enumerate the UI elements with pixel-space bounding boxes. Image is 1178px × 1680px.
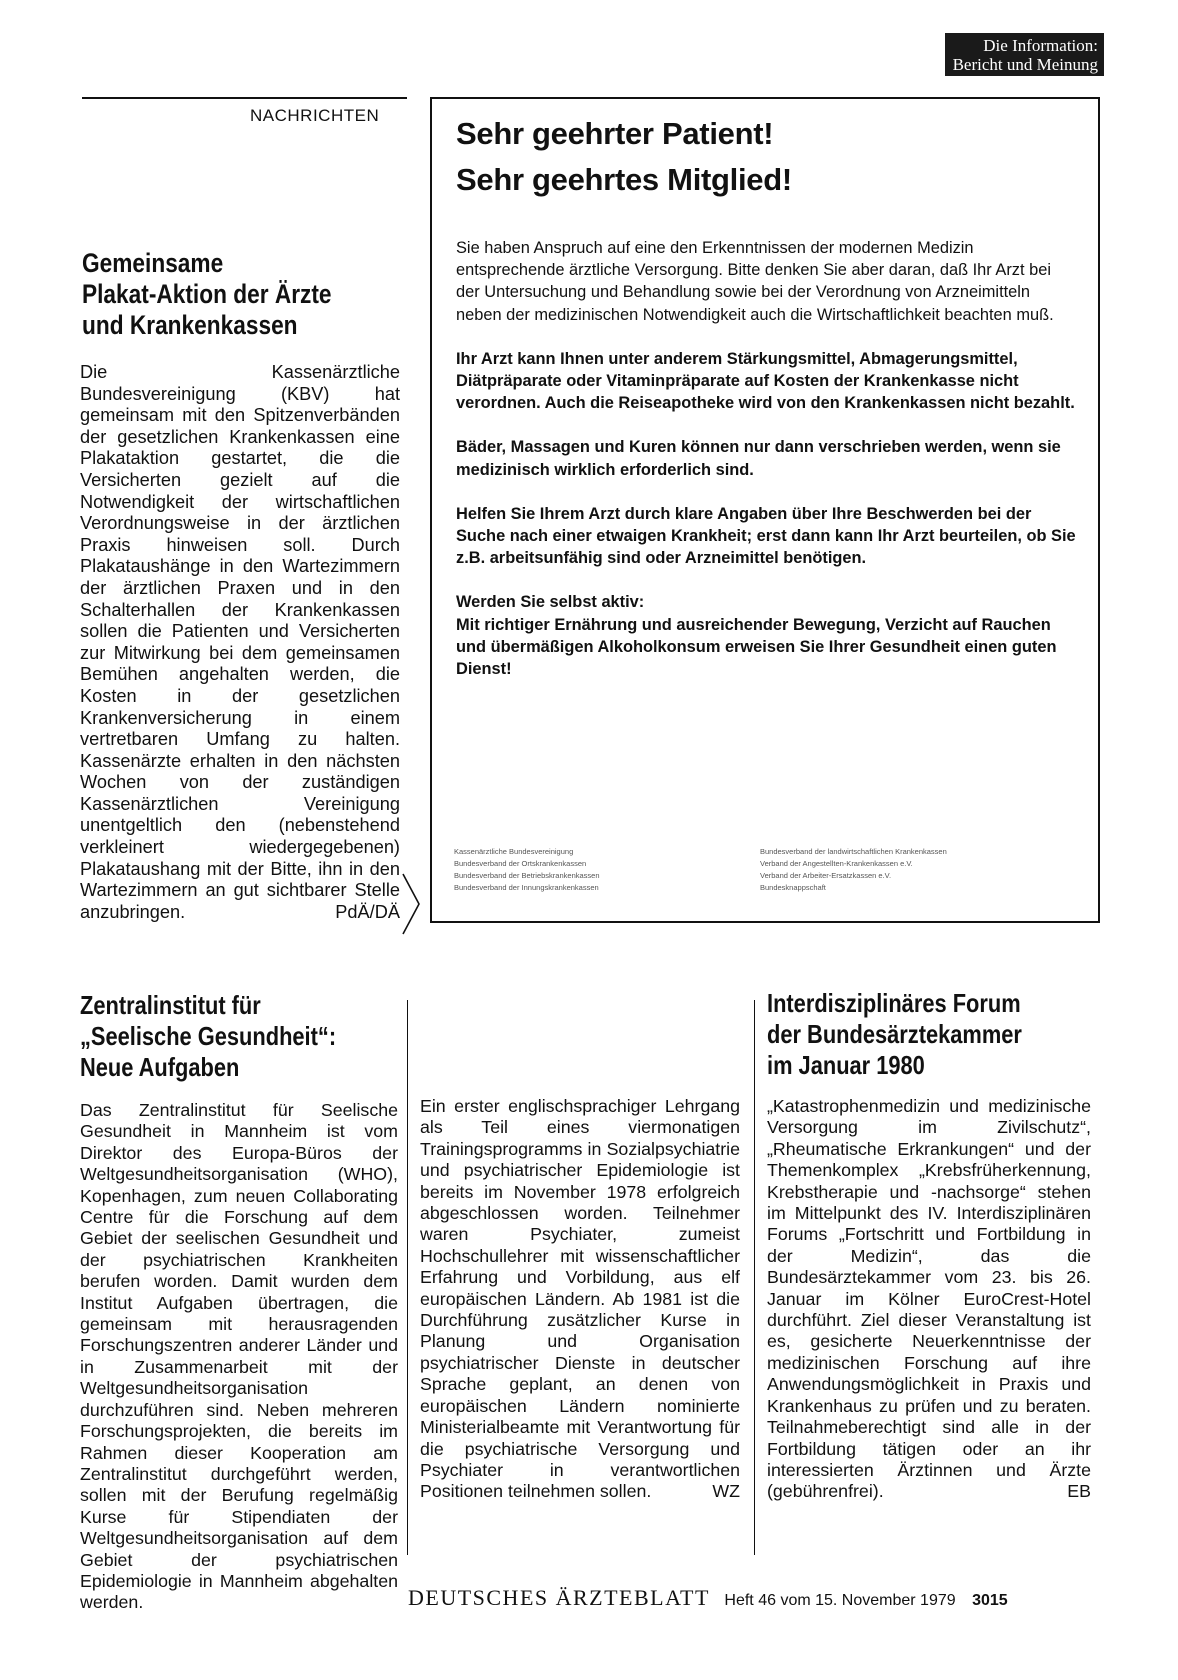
article1-title — [82, 248, 411, 341]
article2-body-part2: Ein erster englischsprachiger Lehrgang als Teil eines viermonatigen Trainingsprogramms in Sozialpsychiatrie und psychiatrischer Epidemiologie ist bereits im November 1978 erfolgreich abgeschlossen worden. Teilnehmer waren Psychiater, zumeist Hochschullehrer mit wissenschaftlicher Erfahrung und Vorbildung, aus elf europäischen Ländern. Ab 1981 ist die Durchführung zusätzlicher Kurse in Planung und Organisation psychiatrischer Dienste in deutscher Sprache geplant, an denen von europäischen Ländern nominierte Ministerialbeamte mit Verantwortung für die psychiatrische Versorgung und Psychiater in verantwortlichen Positionen teilnehmen sollen. WZ — [420, 1096, 740, 1502]
poster-paragraph-2: Ihr Arzt kann Ihnen unter anderem Stärkungsmittel, Abmagerungsmittel, Diätpräparate oder Vitaminpräparate auf Kosten der Krankenkasse nicht verordnen. Auch die Reiseapotheke wird von den Krankenkassen nicht bezahlt. — [456, 349, 1075, 413]
article3-signature: EB — [1067, 1481, 1091, 1502]
poster-sponsors-right — [760, 846, 947, 894]
article2-column-2 — [420, 988, 740, 1503]
sponsor-right-4: Bundesknappschaft — [760, 883, 826, 892]
poster-paragraph-5-lead: Werden Sie selbst aktiv: — [456, 593, 645, 612]
magazine-name: DEUTSCHES ÄRZTEBLATT — [408, 1585, 710, 1610]
sponsor-left-1: Kassenärztliche Bundesvereinigung — [454, 847, 574, 856]
poster-headline-1: Sehr geehrter Patient! — [456, 116, 774, 151]
article1-title-line1: Gemeinsame — [82, 248, 224, 278]
article3-title-line1: Interdisziplinäres Forum — [767, 988, 1021, 1018]
sponsor-right-1: Bundesverband der landwirtschaftlichen Krankenkassen — [760, 847, 947, 856]
article1-body: Die Kassenärztliche Bundesvereinigung (KBV) hat gemeinsam mit den Spitzenverbänden der gesetzlichen Krankenkassen eine Plakataktion gestartet, die die Versicherten gezielt auf die Notwendigkeit der wirtschaftlichen Verordnungsweise in der ärztlichen Praxis hinweisen soll. Durch Plakataushänge in den Wartezimmern der ärztlichen Praxen und in den Schalterhallen der Krankenkassen sollen die Patienten und Versicherten zur Mitwirkung bei dem gemeinsamen Bemühen angehalten werden, die Kosten in der gesetzlichen Krankenversicherung in einem vertretbaren Umfang zu halten. Kassenärzte erhalten in den nächsten Wochen von der zuständigen Kassenärztlichen Vereinigung unentgeltlich den (nebenstehend verkleinert wiedergegebenen) Plakataushang mit der Bitte, ihn in den Wartezimmern an gut sichtbarer Stelle anzubringen. PdÄ/DÄ — [80, 362, 400, 922]
poster-headline-2: Sehr geehrtes Mitglied! — [456, 162, 792, 197]
column-divider-2 — [754, 1000, 755, 1555]
article2-signature: WZ — [712, 1481, 740, 1502]
article2-title-line1: Zentralinstitut für — [80, 990, 261, 1020]
poster-paragraph-5 — [456, 591, 1076, 680]
sponsor-right-2: Verband der Angestellten-Krankenkassen e.V. — [760, 859, 913, 868]
pointer-arrow-icon — [401, 872, 423, 936]
poster-paragraph-5-text: Mit richtiger Ernährung und ausreichender Bewegung, Verzicht auf Rauchen und übermäßigen Alkoholkonsum erweisen Sie Ihrer Gesundheit einen guten Dienst! — [456, 615, 1057, 679]
poster-body — [456, 237, 1076, 702]
article1-title-line3: und Krankenkassen — [82, 310, 298, 340]
rubric-line-2: Bericht und Meinung — [952, 55, 1098, 74]
top-rule — [82, 97, 407, 99]
page-footer — [408, 1585, 1008, 1611]
article2-column-1 — [80, 1100, 398, 1613]
poster-paragraph-4: Helfen Sie Ihrem Arzt durch klare Angaben über Ihre Beschwerden bei der Suche nach einer etwaigen Krankheit; erst dann kann Ihr Arzt beurteilen, ob Sie z.B. arbeitsunfähig sind oder Arzneimittel benötigen. — [456, 504, 1076, 568]
sponsor-left-3: Bundesverband der Betriebskrankenkassen — [454, 871, 600, 880]
article3-title-line2: der Bundesärztekammer — [767, 1019, 1022, 1049]
article1-column — [80, 362, 400, 923]
sponsor-left-2: Bundesverband der Ortskrankenkassen — [454, 859, 587, 868]
article1-title-line2: Plakat-Aktion der Ärzte — [82, 279, 332, 309]
sponsor-right-3: Verband der Arbeiter-Ersatzkassen e.V. — [760, 871, 892, 880]
article2-title-line3: Neue Aufgaben — [80, 1052, 240, 1082]
column-divider-1 — [407, 1000, 408, 1555]
poster-paragraph-1: Sie haben Anspruch auf eine den Erkenntnissen der modernen Medizin entsprechende ärztliche Versorgung. Bitte denken Sie aber daran, daß Ihr Arzt bei der Untersuchung und Behandlung sowie bei der Verordnung von Arzneimitteln neben der medizinischen Notwendigkeit auch die Wirtschaftlichkeit beachten muß. — [456, 239, 1054, 324]
poster — [430, 97, 1100, 923]
section-label: NACHRICHTEN — [250, 106, 380, 125]
poster-sponsors-left — [454, 846, 600, 894]
issue-info: Heft 46 vom 15. November 1979 — [724, 1592, 956, 1609]
article3-title-line3: im Januar 1980 — [767, 1050, 925, 1080]
sponsor-left-4: Bundesverband der Innungskrankenkassen — [454, 883, 599, 892]
article3-column — [767, 1096, 1091, 1503]
poster-paragraph-3: Bäder, Massagen und Kuren können nur dann verschrieben werden, wenn sie medizinisch wirklich erforderlich sind. — [456, 438, 1061, 479]
article2-body-part1: Das Zentralinstitut für Seelische Gesundheit in Mannheim ist vom Direktor des Europa-Büros der Weltgesundheitsorganisation (WHO), Kopenhagen, zum neuen Collaborating Centre für die Forschung auf dem Gebiet der seelischen Gesundheit und der psychiatrischen Krankheiten berufen worden. Damit wurden dem Institut Aufgaben übertragen, die gemeinsam mit herausragenden Forschungszentren anderer Länder und in Zusammenarbeit mit der Weltgesundheitsorganisation durchzuführen sind. Neben mehreren Forschungsprojekten, die bereits im Rahmen dieser Kooperation am Zentralinstitut durchgeführt werden, sollen mit der Berufung regelmäßig Kurse für Stipendiaten der Weltgesundheitsorganisation auf dem Gebiet der psychiatrischen Epidemiologie in Mannheim abgehalten werden. — [80, 1100, 398, 1613]
article2-title — [80, 990, 408, 1083]
article2-title-line2: „Seelische Gesundheit“: — [80, 1021, 337, 1051]
article3-body: „Katastrophenmedizin und medizinische Versorgung im Zivilschutz“, „Rheumatische Erkrankungen“ und der Themenkomplex „Krebsfrüherkennung, Krebstherapie und -nachsorge“ stehen im Mittelpunkt des IV. Interdisziplinären Forums „Fortschritt und Fortbildung in der Medizin“, das die Bundesärztekammer vom 23. bis 26. Januar im Kölner EuroCrest-Hotel durchführt. Ziel dieser Veranstaltung ist es, gesicherte Neuerkenntnisse der medizinischen Forschung auf ihre Anwendungsmöglichkeit in Praxis und Krankenhaus zu prüfen und zu beraten. Teilnahmeberechtigt sind alle in der Fortbildung tätigen oder an ihr interessierten Ärztinnen und Ärzte (gebührenfrei). EB — [767, 1096, 1091, 1502]
article3-title — [767, 988, 1103, 1081]
rubric-label — [945, 33, 1104, 76]
poster-headline — [456, 111, 792, 203]
page-number: 3015 — [972, 1592, 1008, 1609]
article1-signature: PdÄ/DÄ — [335, 901, 400, 922]
rubric-line-1: Die Information: — [983, 36, 1098, 55]
